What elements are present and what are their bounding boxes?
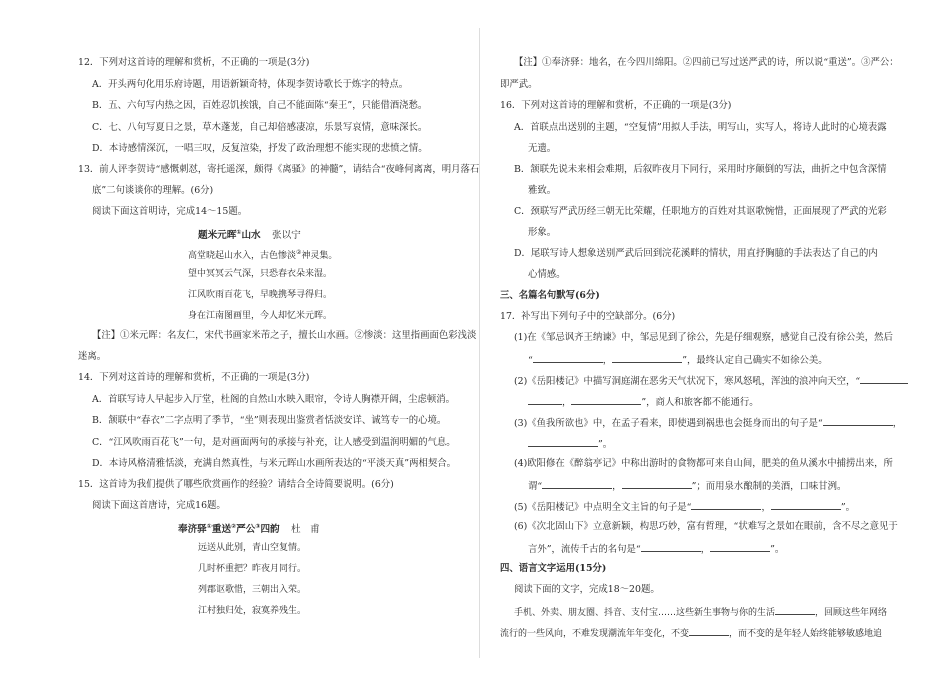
- blank[interactable]: [691, 500, 761, 510]
- left-column: [78, 0, 480, 673]
- blank[interactable]: [775, 605, 815, 615]
- option-14d: D．本诗风格清雅恬淡，充满自然真性，与米元晖山水画所表达的“平淡天真”两相契合。: [92, 458, 456, 469]
- reading-instruction-3: 阅读下面的文字，完成18～20题。: [514, 584, 660, 595]
- option-16b: B．颔联先说未来相会难期，后叙昨夜月下同行，采用时序颠倒的写法，曲折之中包含深情: [514, 164, 887, 175]
- poem1-line3: 江风吹雨百花飞，早晚携琴寻得归。: [188, 290, 333, 300]
- blank[interactable]: [771, 500, 841, 510]
- q17-item5: (5)《岳阳楼记》中点明全文主旨的句子是“ ， ”。: [514, 502, 856, 513]
- blank[interactable]: [689, 626, 729, 636]
- q17-item3: (3)《鱼我所欲也》中，在孟子看来，即使遇到祸患也会挺身而出的句子是“ ，: [514, 418, 903, 429]
- reading-instruction-1: 阅读下面这首明诗，完成14～15题。: [92, 206, 248, 217]
- blank[interactable]: [571, 395, 641, 405]
- poem1-line1: 高堂晓起山水入，古色惨淡②神灵集。: [188, 249, 338, 261]
- blank[interactable]: [533, 353, 603, 363]
- option-14a: A．首联写诗人早起步入厅堂，杜阁的自然山水映入眼帘，令诗人胸襟开阔，尘虑顿消。: [92, 394, 456, 405]
- question-12: 12．下列对这首诗的理解和赏析，不正确的一项是(3分): [78, 57, 310, 68]
- note-1-line2: 迷离。: [78, 351, 107, 362]
- question-14: 14．下列对这首诗的理解和赏析，不正确的一项是(3分): [78, 372, 310, 383]
- poem2-line1: 远送从此别，青山空复情。: [198, 543, 307, 553]
- blank[interactable]: [612, 353, 682, 363]
- q17-item6-blanks: 言外”，流传千古的名句是“ ， ”。: [528, 544, 785, 555]
- option-16c-cont: 形象。: [528, 227, 557, 238]
- passage-line2: 流行的一些风向，不难发现潮流年年变化，不变 ，而不变的是年轻人始终能够敏感地追: [500, 626, 882, 640]
- option-12b: B．五、六句写内热之因，百姓忍饥挨饿，自己不能面陈“秦王”，只能借酒浇愁。: [92, 100, 428, 111]
- option-16c: C．颈联写严武历经三朝无比荣耀，任职地方的百姓对其讴歌惋惜，正面展现了严武的光彩: [514, 206, 887, 217]
- blank[interactable]: [710, 542, 770, 552]
- option-16d: D．尾联写诗人想象送别严武后回到浣花溪畔的情状，用直抒胸臆的手法表达了自己的内: [514, 248, 878, 259]
- blank[interactable]: [542, 479, 612, 489]
- blank[interactable]: [641, 542, 701, 552]
- q17-item6: (6)《次北固山下》立意新颖，构思巧妙，富有哲理，“状难写之景如在眼前，含不尽之意见于: [514, 521, 898, 532]
- option-12d: D．本诗感情深沉，一唱三叹，反复渲染，抒发了政治理想不能实现的悲愤之情。: [92, 143, 428, 154]
- option-12a: A．开头两句化用乐府诗题，用语新颖奇特，体现李贺诗歌长于炼字的特点。: [92, 79, 409, 90]
- option-16a-cont: 无遗。: [528, 143, 557, 154]
- poem2-line3: 列郡讴歌惜，三朝出入荣。: [198, 585, 307, 595]
- question-16: 16．下列对这首诗的理解和赏析，不正确的一项是(3分): [500, 100, 732, 111]
- blank[interactable]: [528, 437, 598, 447]
- question-13-line1: 13．前人评李贺诗“感慨刺怼，寄托遥深，颇得《离骚》的神髓”，请结合“夜峰何离离，明月落石: [78, 164, 480, 175]
- section-3-heading: 三、名篇名句默写(6分): [500, 290, 600, 301]
- q17-item1-blanks: “ ， ”，最终认定自己确实不如徐公美。: [528, 355, 828, 366]
- blank[interactable]: [860, 374, 908, 384]
- q17-item2-blanks: ， ”，商人和旅客都不能通行。: [528, 395, 759, 409]
- q17-item1: (1)在《邹忌讽齐王纳谏》中，邹忌见到了徐公，先是仔细观察，感觉自己没有徐公美，然后: [514, 332, 893, 343]
- q17-item4-blanks: 谓“ ， ”；而用泉水酿制的美酒，口味甘洌。: [528, 481, 847, 492]
- poem2-title: 奉济驿①重送②严公③四韵 杜 甫: [178, 523, 320, 536]
- right-column: [500, 0, 903, 673]
- q17-item2: (2)《岳阳楼记》中描写洞庭湖在恶劣天气状况下，寒风怒吼，浑浊的浪冲向天空，“: [514, 374, 908, 388]
- option-16b-cont: 雅致。: [528, 185, 557, 196]
- question-17: 17．补写出下列句子中的空缺部分。(6分): [500, 311, 676, 322]
- blank[interactable]: [528, 395, 562, 405]
- section-4-heading: 四、语言文字运用(15分): [500, 563, 607, 574]
- option-12c: C．七、八句写夏日之景，草木蓬茏，自己却倍感凄凉，乐景写哀情，意味深长。: [92, 122, 428, 133]
- poem1-line2: 望中冥冥云气深，只恐春衣朵来湿。: [188, 269, 333, 279]
- question-15: 15．这首诗为我们提供了哪些欣赏画作的经验？请结合全诗简要说明。(6分): [78, 479, 394, 490]
- poem1-title: 题米元晖①山水 张以宁: [198, 229, 301, 242]
- note-2-line2: 即严武。: [500, 79, 538, 90]
- passage-line1: 手机、外卖、朋友圈、抖音、支付宝……这些新生事物与你的生活 ，回顾这些年网络: [514, 605, 887, 619]
- blank[interactable]: [823, 416, 893, 426]
- blank[interactable]: [622, 479, 692, 489]
- option-14b: B．颔联中“春衣”二字点明了季节，“坐”则表现出鉴赏者恬淡安详、诚笃专一的心境。: [92, 415, 447, 426]
- note-1-line1: 【注】①米元晖：名友仁，宋代书画家米芾之子，擅长山水画。②惨淡：这里指画面色彩浅淡: [92, 330, 477, 341]
- poem2-line2: 几时杯重把？昨夜月同行。: [198, 564, 307, 574]
- option-16a: A．首联点出送别的主题，“空复情”用拟人手法，明写山，实写人，将诗人此时的心境表露: [514, 122, 887, 133]
- reading-instruction-2: 阅读下面这首唐诗，完成16题。: [92, 500, 226, 511]
- option-14c: C．“江风吹雨百花飞”一句，是对画面两句的承接与补充，让人感受到温润明媚的气息。: [92, 437, 456, 448]
- q17-item3-blanks: ”。: [528, 437, 612, 451]
- note-2-line1: 【注】①奉济驿：地名，在今四川绵阳。②四前已写过送严武的诗，所以说“重送”。③严公：: [514, 57, 899, 68]
- question-13-line2: 底”二句谈谈你的理解。(6分): [92, 185, 214, 196]
- poem1-line4: 身在江南图画里，今人却忆米元晖。: [188, 311, 333, 321]
- option-16d-cont: 心情感。: [528, 269, 566, 280]
- q17-item4: (4)欧阳修在《醉翁亭记》中称出游时的食物都可来自山间，肥美的鱼从溪水中捕捞出来，所: [514, 458, 893, 469]
- poem2-line4: 江村独归处，寂寞养残生。: [198, 606, 307, 616]
- column-divider: [479, 28, 480, 658]
